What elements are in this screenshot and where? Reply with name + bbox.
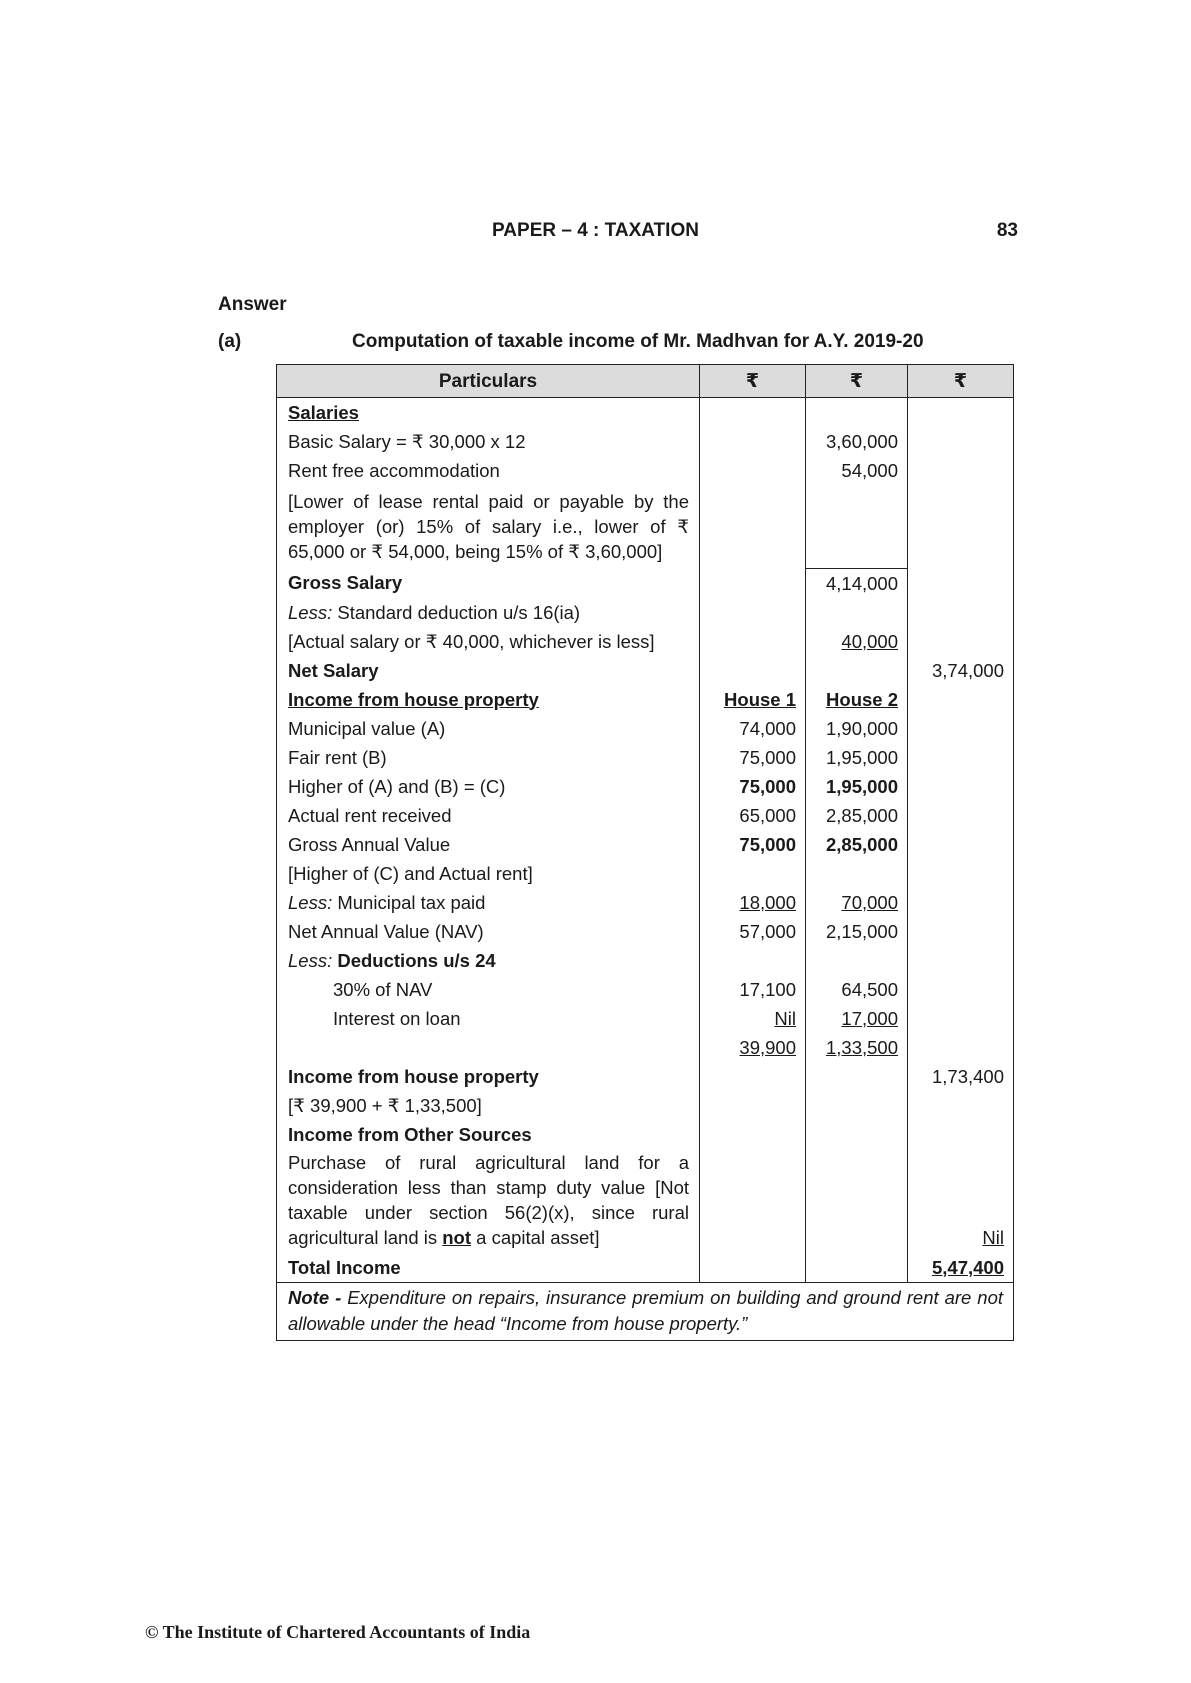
page-number: 83 xyxy=(996,220,1018,241)
table-header-row xyxy=(277,365,1014,398)
table-row xyxy=(277,1004,1014,1033)
rent-free-note: [Lower of lease rental paid or payable by the employer (or) 15% of salary i.e., lower of ₹ 65,000 or ₹ 54,000, being 15% of ₹ 3,60,000] xyxy=(277,485,700,568)
actual-rent-h2: 2,85,000 xyxy=(806,801,908,830)
table-row xyxy=(277,1062,1014,1091)
note-row xyxy=(277,1282,1014,1340)
table-row xyxy=(277,1033,1014,1062)
std-deduction-note: [Actual salary or ₹ 40,000, whichever is less] xyxy=(277,627,700,656)
part-label: (a) xyxy=(218,331,242,352)
table-row xyxy=(277,714,1014,743)
table-row xyxy=(277,398,1014,428)
ios-text-1: Purchase of rural agricultural land for a consideration less than stamp duty value [Not taxable under section 56(2)(x), since rural agricultural land is xyxy=(288,1151,689,1248)
ios-value: Nil xyxy=(982,1226,1004,1248)
table-row xyxy=(277,772,1014,801)
net-salary-value: 3,74,000 xyxy=(908,656,1014,685)
house-1-heading: House 1 xyxy=(724,688,796,710)
fair-rent-h1: 75,000 xyxy=(700,743,806,772)
less-label: Less: xyxy=(288,601,333,623)
ihp-total-label: Income from house property xyxy=(277,1062,700,1091)
actual-rent-h1: 65,000 xyxy=(700,801,806,830)
ihp-total-value: 1,73,400 xyxy=(908,1062,1014,1091)
table-row xyxy=(277,598,1014,627)
gav-h2: 2,85,000 xyxy=(806,830,908,859)
table-row xyxy=(277,485,1014,568)
ios-text-2: a capital asset] xyxy=(476,1226,600,1248)
ios-text-not: not xyxy=(442,1226,472,1248)
table-row xyxy=(277,1091,1014,1120)
computation-table xyxy=(276,364,1014,1341)
thirty-pct-h1: 17,100 xyxy=(700,975,806,1004)
table-row xyxy=(277,801,1014,830)
gav-note: [Higher of (C) and Actual rent] xyxy=(277,859,700,888)
municipal-value-label: Municipal value (A) xyxy=(277,714,700,743)
gross-salary-label: Gross Salary xyxy=(277,568,700,598)
nav-h1: 57,000 xyxy=(700,917,806,946)
table-row xyxy=(277,859,1014,888)
thirty-pct-label: 30% of NAV xyxy=(277,975,700,1004)
table-row xyxy=(277,1251,1014,1283)
higher-ab-h2: 1,95,000 xyxy=(806,772,908,801)
std-deduction-value: 40,000 xyxy=(841,630,898,652)
fair-rent-label: Fair rent (B) xyxy=(277,743,700,772)
subtotal-h1: 39,900 xyxy=(739,1036,796,1058)
salaries-heading: Salaries xyxy=(288,402,359,423)
gav-label: Gross Annual Value xyxy=(277,830,700,859)
thirty-pct-h2: 64,500 xyxy=(806,975,908,1004)
basic-salary-label: Basic Salary = ₹ 30,000 x 12 xyxy=(277,427,700,456)
gross-salary-value: 4,14,000 xyxy=(806,568,908,598)
table-row xyxy=(277,456,1014,485)
municipal-tax-h2: 70,000 xyxy=(841,891,898,913)
interest-h1: Nil xyxy=(774,1007,796,1029)
ihp-heading: Income from house property xyxy=(288,688,539,710)
table-row xyxy=(277,743,1014,772)
nav-label: Net Annual Value (NAV) xyxy=(277,917,700,946)
table-note xyxy=(277,1282,1014,1340)
note-text: Expenditure on repairs, insurance premium on building and ground rent are not allowable under the head “Income from house property.” xyxy=(288,1286,1003,1334)
basic-salary-value: 3,60,000 xyxy=(806,427,908,456)
interest-label: Interest on loan xyxy=(277,1004,700,1033)
municipal-tax-h1: 18,000 xyxy=(739,891,796,913)
house-2-heading: House 2 xyxy=(826,688,898,710)
gav-h1: 75,000 xyxy=(700,830,806,859)
higher-ab-label: Higher of (A) and (B) = (C) xyxy=(277,772,700,801)
ihp-total-note: [₹ 39,900 + ₹ 1,33,500] xyxy=(277,1091,700,1120)
header-rupee-col3: ₹ xyxy=(806,365,908,398)
table-row xyxy=(277,946,1014,975)
total-income-label: Total Income xyxy=(277,1251,700,1283)
table-row xyxy=(277,888,1014,917)
ios-description xyxy=(277,1149,700,1251)
table-row xyxy=(277,427,1014,456)
table-row xyxy=(277,975,1014,1004)
table-row xyxy=(277,656,1014,685)
table-row xyxy=(277,917,1014,946)
answer-label: Answer xyxy=(218,294,287,315)
fair-rent-h2: 1,95,000 xyxy=(806,743,908,772)
less-label: Less: xyxy=(288,891,333,913)
table-row xyxy=(277,685,1014,714)
header-rupee-col4: ₹ xyxy=(908,365,1014,398)
municipal-value-h1: 74,000 xyxy=(700,714,806,743)
total-income-value: 5,47,400 xyxy=(931,1256,1004,1278)
table-row xyxy=(277,627,1014,656)
less-label: Less: xyxy=(288,949,333,971)
net-salary-label: Net Salary xyxy=(277,656,700,685)
higher-ab-h1: 75,000 xyxy=(700,772,806,801)
ios-heading: Income from Other Sources xyxy=(277,1120,700,1149)
note-label: Note - xyxy=(288,1286,342,1308)
running-header-title: PAPER – 4 : TAXATION xyxy=(492,220,699,241)
interest-h2: 17,000 xyxy=(841,1007,898,1029)
table-row xyxy=(277,1120,1014,1149)
subtotal-h2: 1,33,500 xyxy=(825,1036,898,1058)
rent-free-label: Rent free accommodation xyxy=(277,456,700,485)
table-row xyxy=(277,568,1014,598)
nav-h2: 2,15,000 xyxy=(806,917,908,946)
rent-free-value: 54,000 xyxy=(806,456,908,485)
actual-rent-label: Actual rent received xyxy=(277,801,700,830)
municipal-value-h2: 1,90,000 xyxy=(806,714,908,743)
std-deduction-label: Standard deduction u/s 16(ia) xyxy=(337,601,581,623)
computation-title: Computation of taxable income of Mr. Madhvan for A.Y. 2019-20 xyxy=(352,331,924,352)
deductions-24-label: Deductions u/s 24 xyxy=(337,949,496,971)
header-rupee-col2: ₹ xyxy=(700,365,806,398)
table-row xyxy=(277,830,1014,859)
footer-copyright: © The Institute of Chartered Accountants of India xyxy=(145,1622,531,1642)
municipal-tax-label: Municipal tax paid xyxy=(337,891,486,913)
table-row xyxy=(277,1149,1014,1251)
header-particulars: Particulars xyxy=(277,365,700,398)
